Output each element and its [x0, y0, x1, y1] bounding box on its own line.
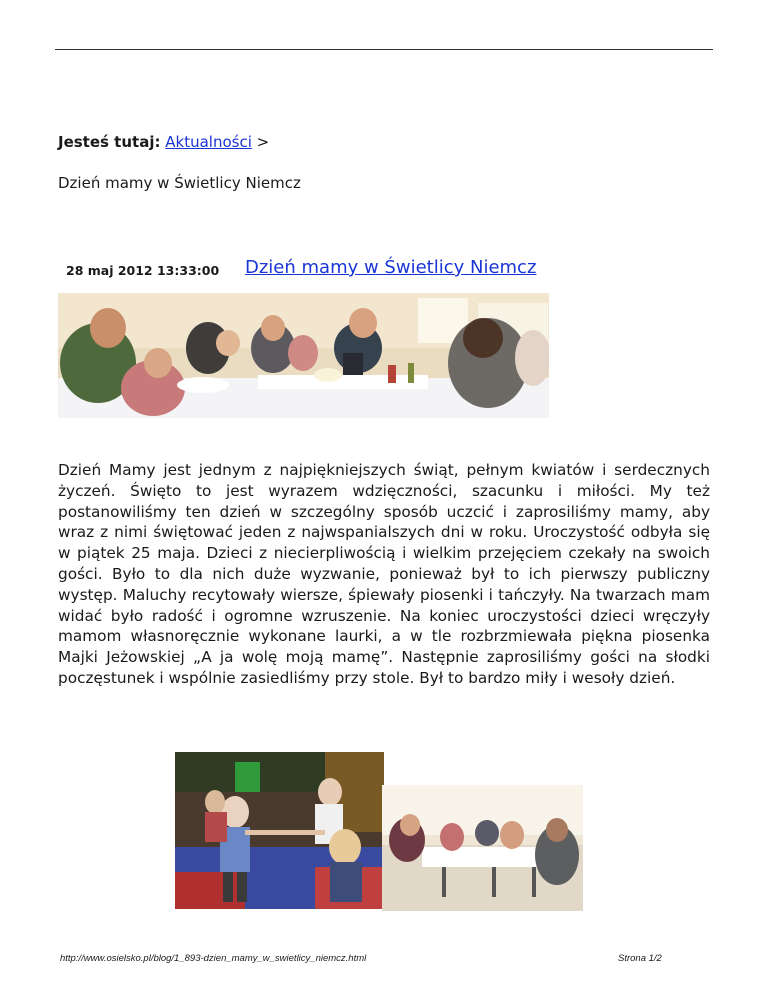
article-body: Dzień Mamy jest jednym z najpiękniejszych świąt, pełnym kwiatów i serdecznych życzeń. Święto to jest wyrazem wdzięczności, szacunku i miłości. My też postanowiliśmy ten dzień w szczególny sposób uczcić i zaprosiliśmy mamy, aby wraz z nimi świętować jeden z najwspanialszych dni w roku. Uroczystość odbyła się w piątek 25 maja. Dzieci z niecierpliwością i wielkim przejęciem czekały na swoich gości. Było to dla nich duże wyzwanie, ponieważ był to ich pierwszy publiczny występ. Maluchy recytowały wiersze, śpiewały piosenki i tańczyły. Na twarzach mam widać było radość i ogromne wzruszenie. Na koniec uroczystości dzieci wręczyły mamom własnoręcznie wykonane laurki, a w tle rozbrzmiewała piękna piosenka Majki Jeżowskiej „A ja wolę moją mamę”. Następnie zaprosiliśmy gości na słodki poczęstunek i wspólnie zasiedliśmy przy stole. Był to bardzo miły i wesoły dzień. [58, 461, 710, 687]
footer-url: http://www.osielsko.pl/blog/1_893-dzien_mamy_w_swietlicy_niemcz.html [60, 953, 367, 964]
article-date: 28 maj 2012 13:33:00 [66, 263, 220, 278]
article-title-link[interactable]: Dzień mamy w Świetlicy Niemcz [245, 257, 537, 278]
breadcrumb-link-aktualnosci[interactable]: Aktualności [165, 133, 252, 151]
top-divider [55, 49, 713, 50]
breadcrumb [58, 133, 269, 151]
footer-page-number: Strona 1/2 [618, 953, 662, 964]
main-photo [58, 293, 549, 418]
breadcrumb-prefix: Jesteś tutaj: [58, 133, 161, 151]
breadcrumb-separator: > [256, 133, 270, 151]
dancing-children-photo [175, 752, 384, 909]
page-subtitle: Dzień mamy w Świetlicy Niemcz [58, 174, 301, 192]
table-guests-photo [382, 785, 583, 911]
